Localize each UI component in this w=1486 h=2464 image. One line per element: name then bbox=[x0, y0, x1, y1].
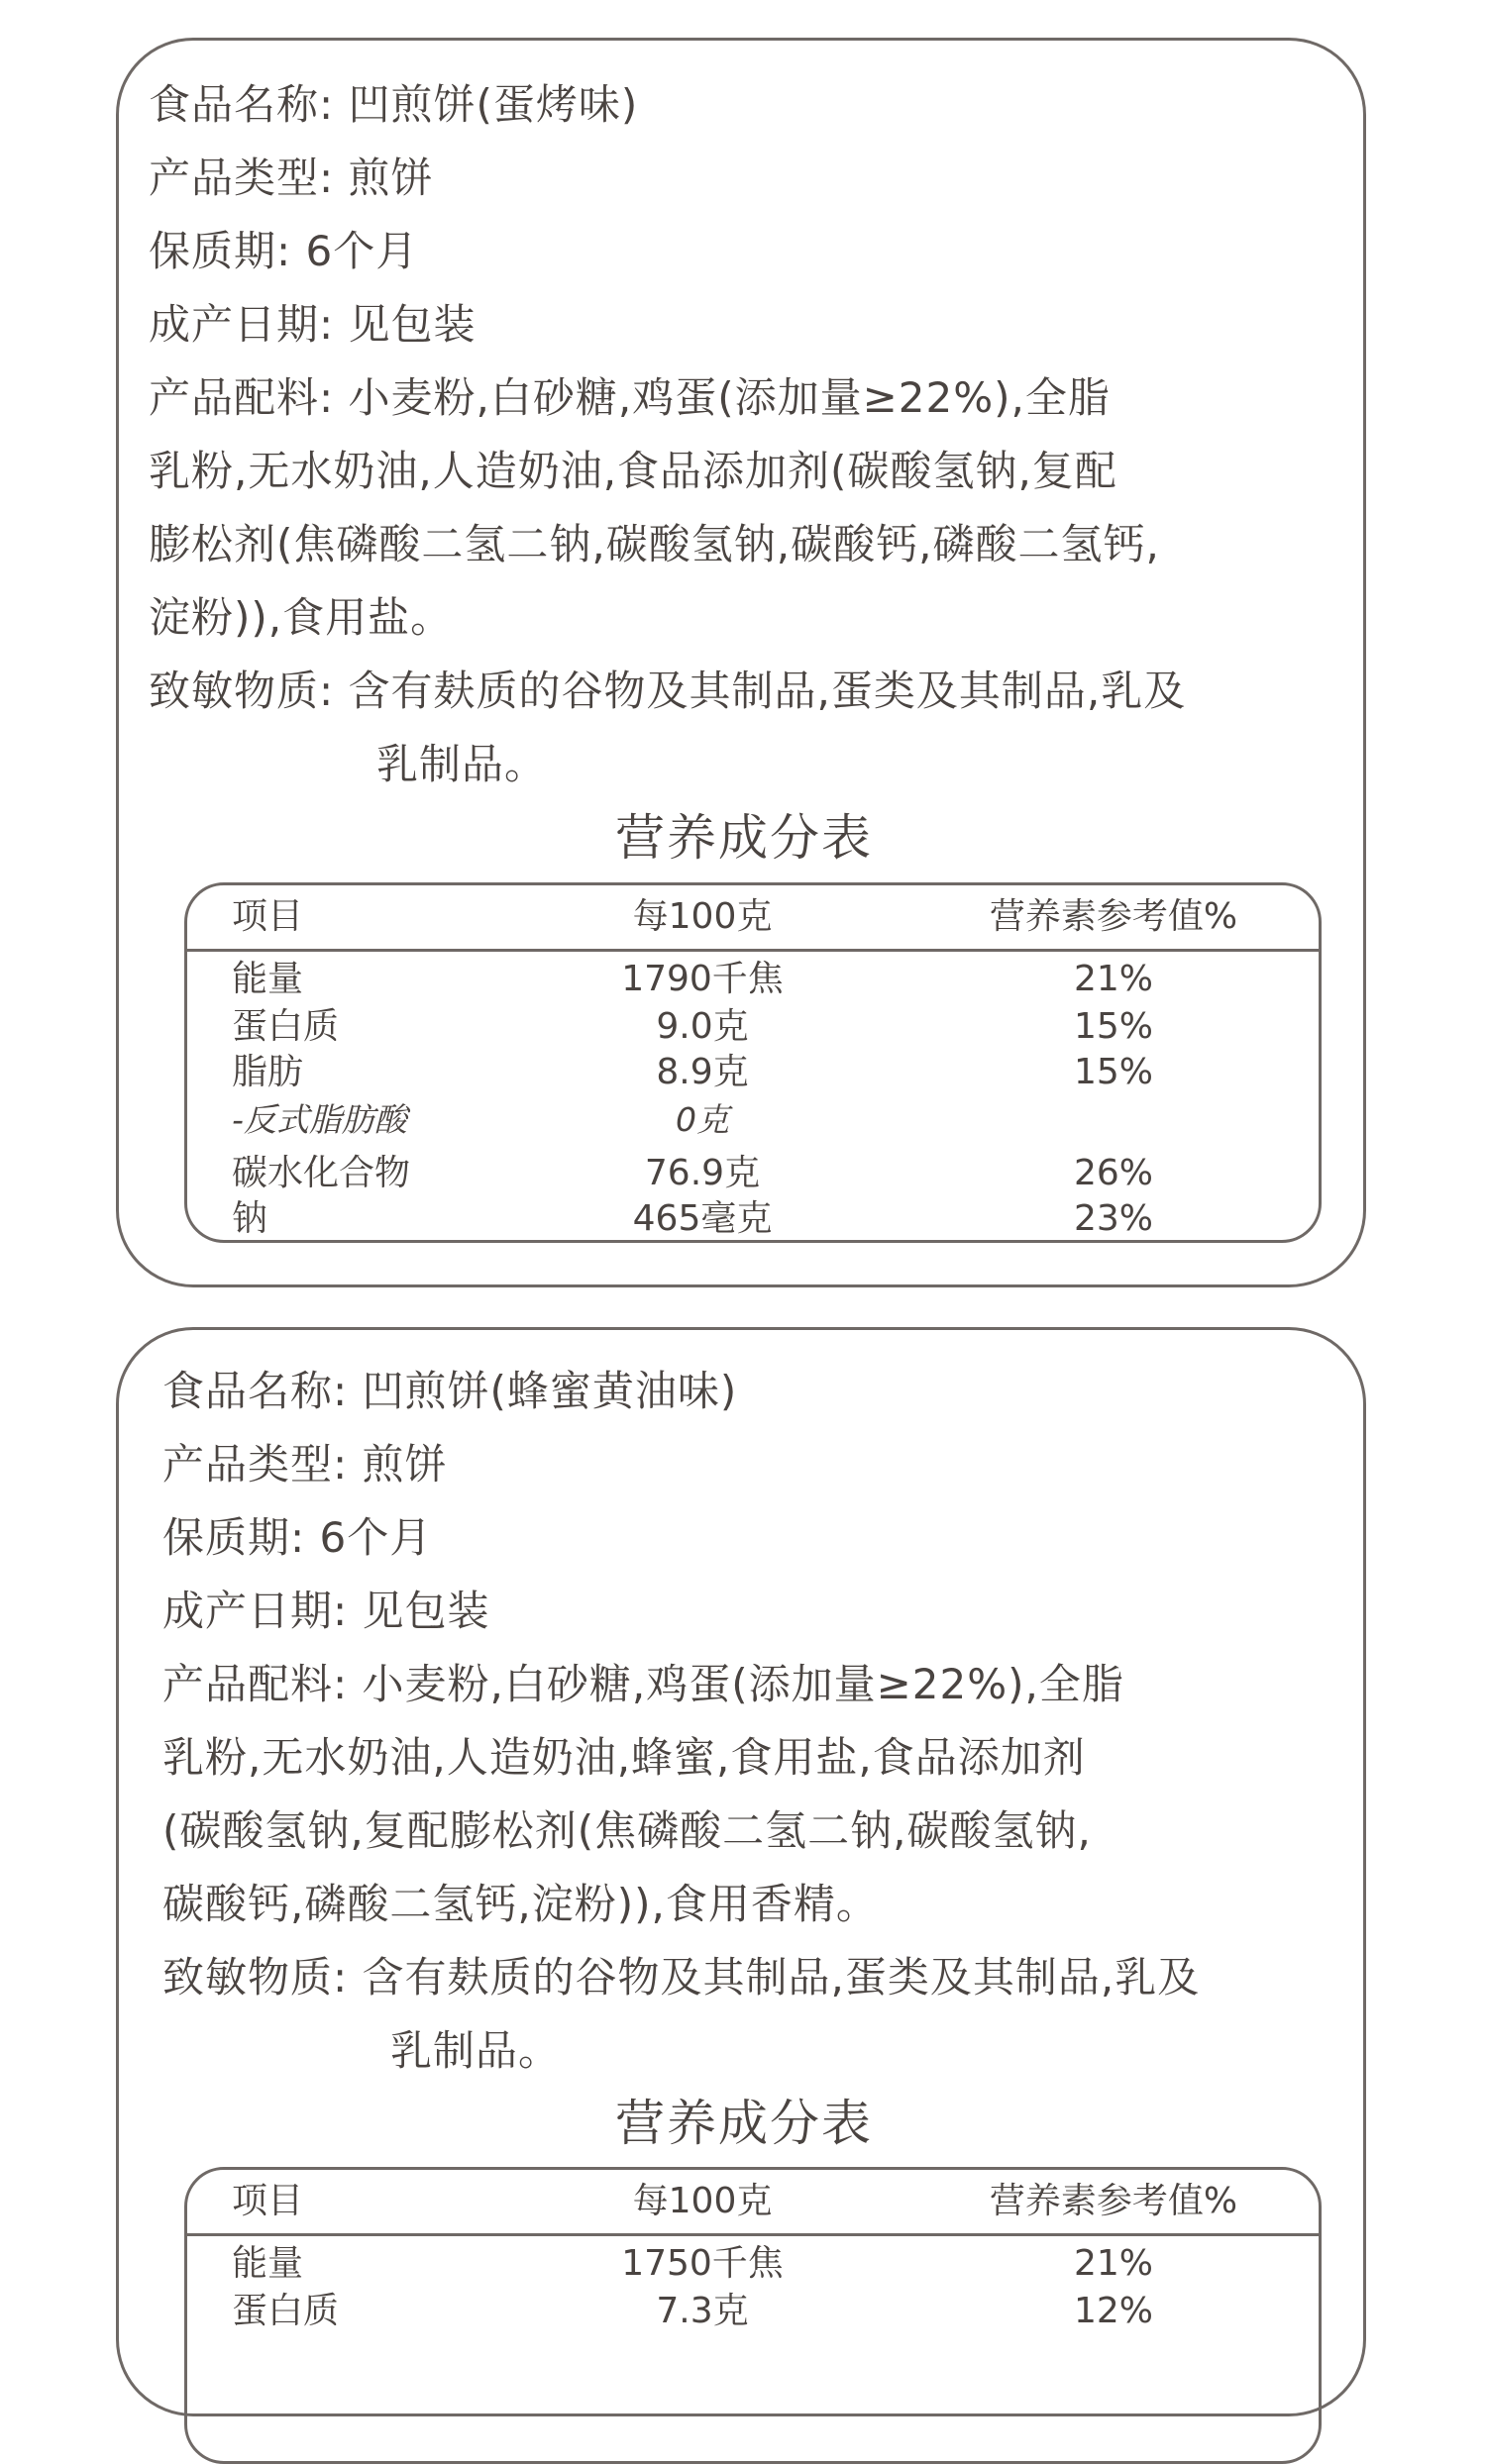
shelf-life-line bbox=[149, 215, 418, 288]
row-fat-value: 8.9克 bbox=[656, 1052, 749, 1092]
product-card-honey-butter-flavor bbox=[116, 1327, 1366, 2416]
product-type-value: 煎饼 bbox=[348, 154, 434, 202]
ingredients-line-1 bbox=[162, 1648, 1124, 1721]
ingredients-line-4: 碳酸钙,磷酸二氢钙,淀粉)),食用香精。 bbox=[162, 1880, 879, 1928]
nutrition-table bbox=[184, 882, 1322, 1243]
production-date-label: 成产日期: bbox=[162, 1587, 349, 1635]
production-date-label: 成产日期: bbox=[149, 300, 335, 349]
product-type-line bbox=[162, 1428, 448, 1501]
shelf-life-label: 保质期: bbox=[149, 227, 292, 275]
product-card-egg-flavor bbox=[116, 38, 1366, 1287]
allergen-line-1 bbox=[149, 655, 1186, 728]
header-nrv: 营养素参考值% bbox=[989, 896, 1238, 937]
nutrition-title: 营养成分表 bbox=[615, 809, 873, 867]
ingredients-text: 小麦粉,白砂糖,鸡蛋(添加量≥22%),全脂 bbox=[362, 1660, 1124, 1708]
row-protein-value: 7.3克 bbox=[656, 2291, 749, 2331]
food-name-line bbox=[149, 68, 638, 142]
allergen-text: 含有麸质的谷物及其制品,蛋类及其制品,乳及 bbox=[348, 667, 1187, 715]
ingredients-line-1 bbox=[149, 361, 1111, 435]
food-name-value: 凹煎饼(蛋烤味) bbox=[348, 80, 639, 129]
row-sodium-value: 465毫克 bbox=[632, 1198, 773, 1239]
row-protein-item: 蛋白质 bbox=[232, 2291, 340, 2331]
ingredients-label: 产品配料: bbox=[162, 1660, 349, 1708]
header-item: 项目 bbox=[232, 896, 304, 937]
ingredients-line-3: (碳酸氢钠,复配膨松剂(焦磷酸二氢二钠,碳酸氢钠, bbox=[162, 1806, 1092, 1855]
production-date-value: 见包装 bbox=[362, 1587, 490, 1635]
row-energy-nrv: 21% bbox=[1073, 959, 1153, 999]
header-per100g: 每100克 bbox=[632, 2181, 773, 2221]
allergen-line-2: 乳制品。 bbox=[390, 2026, 562, 2075]
food-name-line bbox=[162, 1355, 737, 1428]
allergen-line-2: 乳制品。 bbox=[376, 740, 548, 788]
row-energy-item: 能量 bbox=[232, 2243, 304, 2284]
row-fat-item: 脂肪 bbox=[232, 1052, 304, 1092]
shelf-life-value: 6个月 bbox=[319, 1513, 433, 1562]
row-protein-item: 蛋白质 bbox=[232, 1006, 340, 1047]
row-trans-fat-item: -反式脂肪酸 bbox=[232, 1100, 407, 1139]
row-carb-value: 76.9克 bbox=[644, 1153, 761, 1193]
row-trans-fat-value: 0克 bbox=[676, 1100, 729, 1139]
food-name-label: 食品名称: bbox=[162, 1367, 349, 1415]
product-type-value: 煎饼 bbox=[362, 1440, 448, 1489]
row-sodium-nrv: 23% bbox=[1073, 1198, 1153, 1239]
row-carb-item: 碳水化合物 bbox=[232, 1153, 411, 1193]
production-date-value: 见包装 bbox=[348, 300, 477, 349]
ingredients-line-2: 乳粉,无水奶油,人造奶油,食品添加剂(碳酸氢钠,复配 bbox=[149, 447, 1117, 495]
row-energy-item: 能量 bbox=[232, 959, 304, 999]
product-type-line bbox=[149, 142, 434, 215]
production-date-line bbox=[162, 1575, 490, 1648]
row-protein-value: 9.0克 bbox=[656, 1006, 749, 1047]
row-energy-value: 1790千焦 bbox=[621, 959, 784, 999]
ingredients-line-2: 乳粉,无水奶油,人造奶油,蜂蜜,食用盐,食品添加剂 bbox=[162, 1733, 1086, 1782]
allergen-line-1 bbox=[162, 1941, 1200, 2014]
shelf-life-label: 保质期: bbox=[162, 1513, 306, 1562]
allergen-label: 致敏物质: bbox=[149, 667, 335, 715]
ingredients-line-3: 膨松剂(焦磷酸二氢二钠,碳酸氢钠,碳酸钙,磷酸二氢钙, bbox=[149, 520, 1160, 568]
shelf-life-line bbox=[162, 1501, 432, 1575]
nutrition-table-header bbox=[187, 2170, 1319, 2236]
row-energy-value: 1750千焦 bbox=[621, 2243, 784, 2284]
ingredients-label: 产品配料: bbox=[149, 373, 335, 422]
product-type-label: 产品类型: bbox=[149, 154, 335, 202]
header-nrv: 营养素参考值% bbox=[989, 2181, 1238, 2221]
production-date-line bbox=[149, 288, 477, 361]
nutrition-table bbox=[184, 2167, 1322, 2464]
row-protein-nrv: 15% bbox=[1073, 1006, 1153, 1047]
ingredients-line-4: 淀粉)),食用盐。 bbox=[149, 593, 454, 642]
row-fat-nrv: 15% bbox=[1073, 1052, 1153, 1092]
header-per100g: 每100克 bbox=[632, 896, 773, 937]
shelf-life-value: 6个月 bbox=[305, 227, 419, 275]
nutrition-table-header bbox=[187, 885, 1319, 952]
header-item: 项目 bbox=[232, 2181, 304, 2221]
ingredients-text: 小麦粉,白砂糖,鸡蛋(添加量≥22%),全脂 bbox=[348, 373, 1111, 422]
food-name-label: 食品名称: bbox=[149, 80, 335, 129]
row-energy-nrv: 21% bbox=[1073, 2243, 1153, 2284]
row-protein-nrv: 12% bbox=[1073, 2291, 1153, 2331]
nutrition-title: 营养成分表 bbox=[615, 2095, 873, 2152]
allergen-text: 含有麸质的谷物及其制品,蛋类及其制品,乳及 bbox=[362, 1953, 1201, 2002]
row-carb-nrv: 26% bbox=[1073, 1153, 1153, 1193]
allergen-label: 致敏物质: bbox=[162, 1953, 349, 2002]
product-type-label: 产品类型: bbox=[162, 1440, 349, 1489]
food-name-value: 凹煎饼(蜂蜜黄油味) bbox=[362, 1367, 738, 1415]
row-sodium-item: 钠 bbox=[232, 1198, 268, 1239]
